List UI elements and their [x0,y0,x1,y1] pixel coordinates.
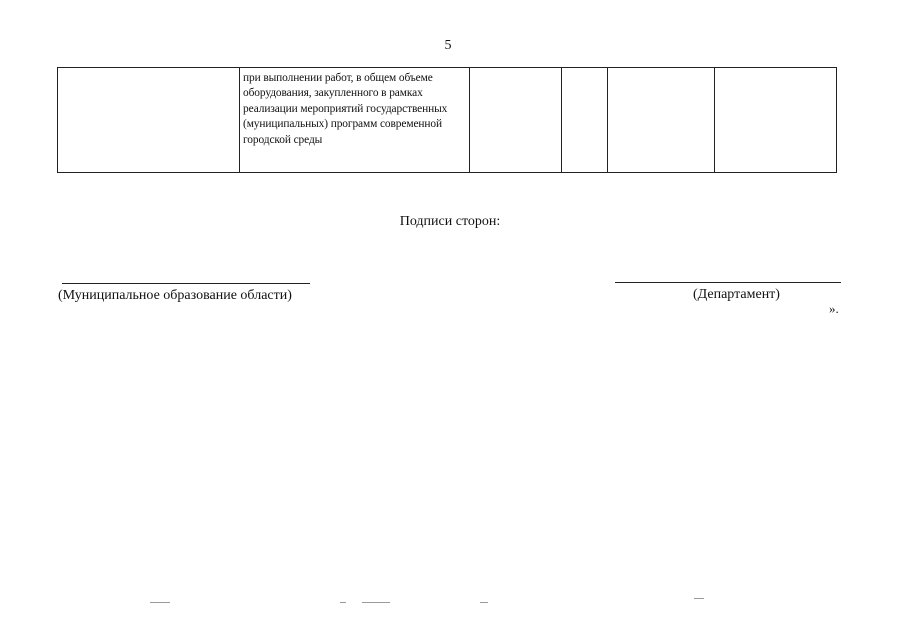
table-cell-empty [470,68,562,173]
table-cell-empty [58,68,240,173]
agreement-table [57,67,837,173]
page-number: 5 [444,38,452,53]
table-cell-description: при выполнении работ, в общем объеме оборудования, закупленного в рамках реализации мероприятий государственных (муниципальных) программ современной городской среды [240,68,470,173]
table-cell-empty [715,68,837,173]
scan-artifact [362,602,390,603]
table-cell-empty [608,68,715,173]
left-signature-label: (Муниципальное образование области) [58,288,292,303]
scan-artifact [480,602,488,603]
table-row [58,68,837,173]
right-signature-line [615,282,841,283]
scan-artifact [150,602,170,603]
closing-quote: ». [829,301,839,316]
table-cell-empty [562,68,608,173]
scan-artifact [340,602,346,603]
left-signature-line [62,283,310,284]
signatures-title: Подписи сторон: [399,214,501,229]
scan-artifact [694,598,704,599]
right-signature-label: (Департамент) [693,287,780,302]
